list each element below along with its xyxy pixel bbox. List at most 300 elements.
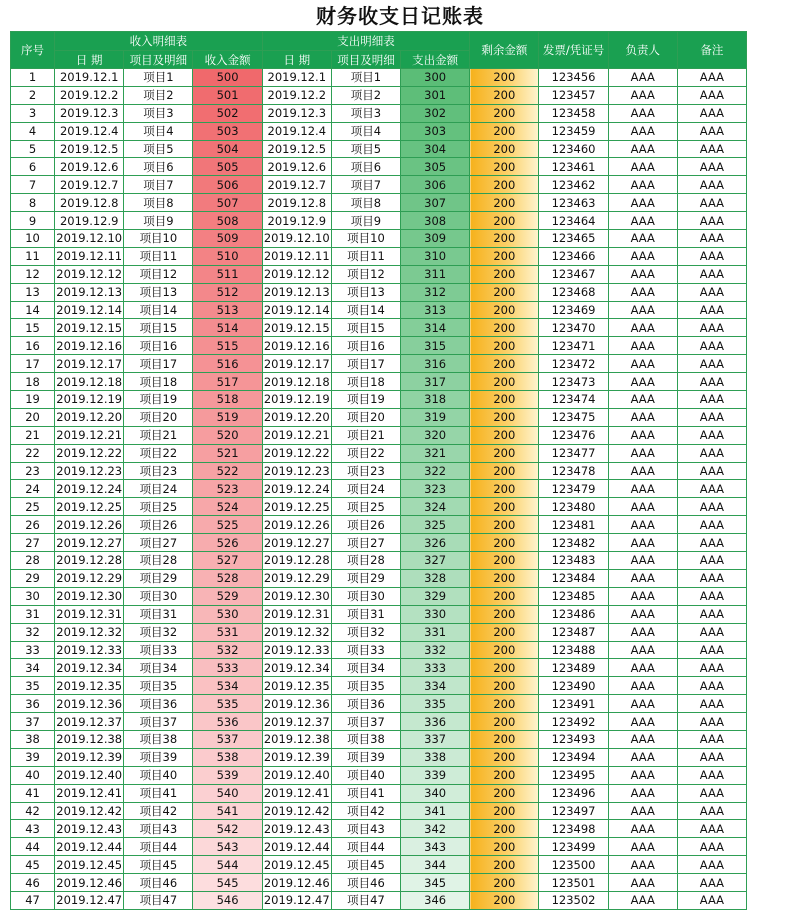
cell-income-item[interactable]: 项目9 bbox=[124, 212, 193, 230]
cell-income-amount[interactable]: 537 bbox=[193, 730, 262, 748]
cell-seq[interactable]: 37 bbox=[11, 713, 55, 731]
cell-remaining[interactable]: 200 bbox=[470, 569, 539, 587]
cell-income-amount[interactable]: 545 bbox=[193, 874, 262, 892]
cell-remaining[interactable]: 200 bbox=[470, 891, 539, 909]
cell-remaining[interactable]: 200 bbox=[470, 677, 539, 695]
cell-remaining[interactable]: 200 bbox=[470, 355, 539, 373]
cell-expense-amount[interactable]: 339 bbox=[401, 766, 470, 784]
cell-expense-date[interactable]: 2019.12.11 bbox=[263, 249, 330, 264]
cell-income-amount[interactable]: 546 bbox=[193, 891, 262, 909]
cell-income-date[interactable]: 2019.12.15 bbox=[56, 320, 123, 335]
cell-remaining[interactable]: 200 bbox=[470, 820, 539, 838]
cell-note[interactable]: AAA bbox=[677, 104, 746, 122]
cell-owner[interactable]: AAA bbox=[608, 605, 677, 623]
cell-expense-item[interactable]: 项目5 bbox=[331, 140, 400, 158]
cell-expense-date[interactable]: 2019.12.9 bbox=[262, 212, 331, 230]
cell-expense-item[interactable]: 项目42 bbox=[331, 802, 400, 820]
cell-seq[interactable]: 32 bbox=[11, 623, 55, 641]
cell-income-amount[interactable]: 538 bbox=[193, 748, 262, 766]
cell-invoice[interactable]: 123462 bbox=[539, 176, 608, 194]
cell-note[interactable]: AAA bbox=[677, 247, 746, 265]
cell-expense-item[interactable]: 项目37 bbox=[331, 713, 400, 731]
cell-expense-date[interactable]: 2019.12.16 bbox=[263, 338, 330, 353]
cell-expense-item[interactable]: 项目29 bbox=[331, 569, 400, 587]
cell-owner[interactable]: AAA bbox=[608, 856, 677, 874]
cell-invoice[interactable]: 123478 bbox=[539, 462, 608, 480]
cell-note[interactable]: AAA bbox=[677, 283, 746, 301]
cell-income-amount[interactable]: 515 bbox=[193, 337, 262, 355]
cell-income-amount[interactable]: 544 bbox=[193, 856, 262, 874]
cell-remaining[interactable]: 200 bbox=[470, 337, 539, 355]
cell-remaining[interactable]: 200 bbox=[470, 605, 539, 623]
cell-income-amount[interactable]: 511 bbox=[193, 265, 262, 283]
cell-income-date[interactable]: 2019.12.18 bbox=[56, 374, 123, 389]
cell-income-amount[interactable]: 504 bbox=[193, 140, 262, 158]
cell-note[interactable]: AAA bbox=[677, 552, 746, 570]
cell-seq[interactable]: 41 bbox=[11, 784, 55, 802]
cell-expense-amount[interactable]: 306 bbox=[401, 176, 470, 194]
cell-invoice[interactable]: 123459 bbox=[539, 122, 608, 140]
cell-income-amount[interactable]: 539 bbox=[193, 766, 262, 784]
cell-income-date[interactable]: 2019.12.2 bbox=[55, 86, 124, 104]
cell-note[interactable]: AAA bbox=[677, 194, 746, 212]
cell-income-date[interactable]: 2019.12.38 bbox=[56, 732, 123, 747]
cell-remaining[interactable]: 200 bbox=[470, 462, 539, 480]
cell-expense-date[interactable]: 2019.12.42 bbox=[263, 803, 330, 818]
cell-note[interactable]: AAA bbox=[677, 730, 746, 748]
cell-expense-amount[interactable]: 342 bbox=[401, 820, 470, 838]
cell-seq[interactable]: 38 bbox=[11, 730, 55, 748]
cell-owner[interactable]: AAA bbox=[608, 86, 677, 104]
cell-expense-date[interactable]: 2019.12.12 bbox=[263, 267, 330, 282]
cell-owner[interactable]: AAA bbox=[608, 587, 677, 605]
cell-expense-item[interactable]: 项目36 bbox=[331, 695, 400, 713]
cell-income-item[interactable]: 项目11 bbox=[124, 247, 193, 265]
cell-expense-item[interactable]: 项目22 bbox=[331, 444, 400, 462]
cell-note[interactable]: AAA bbox=[677, 337, 746, 355]
cell-note[interactable]: AAA bbox=[677, 587, 746, 605]
cell-income-amount[interactable]: 532 bbox=[193, 641, 262, 659]
cell-income-item[interactable]: 项目17 bbox=[124, 355, 193, 373]
cell-income-date[interactable]: 2019.12.17 bbox=[56, 356, 123, 371]
cell-income-item[interactable]: 项目23 bbox=[124, 462, 193, 480]
cell-income-date[interactable]: 2019.12.46 bbox=[56, 875, 123, 890]
cell-income-amount[interactable]: 528 bbox=[193, 569, 262, 587]
cell-expense-item[interactable]: 项目6 bbox=[331, 158, 400, 176]
cell-owner[interactable]: AAA bbox=[608, 713, 677, 731]
cell-expense-amount[interactable]: 308 bbox=[401, 212, 470, 230]
header-invoice[interactable]: 发票/凭证号 bbox=[539, 32, 608, 69]
cell-expense-item[interactable]: 项目40 bbox=[331, 766, 400, 784]
cell-note[interactable]: AAA bbox=[677, 319, 746, 337]
cell-owner[interactable]: AAA bbox=[608, 337, 677, 355]
cell-income-amount[interactable]: 541 bbox=[193, 802, 262, 820]
cell-invoice[interactable]: 123469 bbox=[539, 301, 608, 319]
cell-income-amount[interactable]: 510 bbox=[193, 247, 262, 265]
cell-invoice[interactable]: 123460 bbox=[539, 140, 608, 158]
cell-expense-item[interactable]: 项目11 bbox=[331, 247, 400, 265]
cell-owner[interactable]: AAA bbox=[608, 891, 677, 909]
cell-income-date[interactable]: 2019.12.8 bbox=[55, 194, 124, 212]
cell-seq[interactable]: 18 bbox=[11, 373, 55, 391]
cell-invoice[interactable]: 123500 bbox=[539, 856, 608, 874]
cell-owner[interactable]: AAA bbox=[608, 534, 677, 552]
cell-expense-item[interactable]: 项目21 bbox=[331, 426, 400, 444]
cell-invoice[interactable]: 123475 bbox=[539, 408, 608, 426]
cell-income-item[interactable]: 项目20 bbox=[124, 408, 193, 426]
cell-owner[interactable]: AAA bbox=[608, 69, 677, 87]
cell-invoice[interactable]: 123467 bbox=[539, 265, 608, 283]
cell-invoice[interactable]: 123477 bbox=[539, 444, 608, 462]
cell-income-item[interactable]: 项目13 bbox=[124, 283, 193, 301]
cell-income-item[interactable]: 项目30 bbox=[124, 587, 193, 605]
cell-remaining[interactable]: 200 bbox=[470, 69, 539, 87]
cell-expense-amount[interactable]: 318 bbox=[401, 391, 470, 409]
cell-owner[interactable]: AAA bbox=[608, 283, 677, 301]
header-income-item[interactable]: 项目及明细 bbox=[124, 51, 193, 69]
cell-owner[interactable]: AAA bbox=[608, 265, 677, 283]
cell-expense-item[interactable]: 项目41 bbox=[331, 784, 400, 802]
cell-income-date[interactable]: 2019.12.34 bbox=[56, 660, 123, 675]
cell-expense-date[interactable]: 2019.12.31 bbox=[263, 607, 330, 622]
cell-expense-amount[interactable]: 328 bbox=[401, 569, 470, 587]
cell-expense-date[interactable]: 2019.12.39 bbox=[263, 750, 330, 765]
cell-expense-amount[interactable]: 319 bbox=[401, 408, 470, 426]
cell-income-amount[interactable]: 524 bbox=[193, 498, 262, 516]
cell-income-item[interactable]: 项目15 bbox=[124, 319, 193, 337]
cell-remaining[interactable]: 200 bbox=[470, 283, 539, 301]
cell-income-date[interactable]: 2019.12.42 bbox=[56, 803, 123, 818]
cell-income-item[interactable]: 项目8 bbox=[124, 194, 193, 212]
cell-seq[interactable]: 12 bbox=[11, 265, 55, 283]
cell-expense-amount[interactable]: 320 bbox=[401, 426, 470, 444]
cell-expense-amount[interactable]: 344 bbox=[401, 856, 470, 874]
cell-note[interactable]: AAA bbox=[677, 301, 746, 319]
cell-invoice[interactable]: 123484 bbox=[539, 569, 608, 587]
cell-income-amount[interactable]: 531 bbox=[193, 623, 262, 641]
cell-seq[interactable]: 25 bbox=[11, 498, 55, 516]
cell-owner[interactable]: AAA bbox=[608, 212, 677, 230]
cell-expense-date[interactable]: 2019.12.32 bbox=[263, 625, 330, 640]
cell-income-date[interactable]: 2019.12.45 bbox=[56, 857, 123, 872]
cell-income-date[interactable]: 2019.12.19 bbox=[56, 392, 123, 407]
cell-income-amount[interactable]: 519 bbox=[193, 408, 262, 426]
cell-remaining[interactable]: 200 bbox=[470, 838, 539, 856]
cell-income-item[interactable]: 项目38 bbox=[124, 730, 193, 748]
cell-remaining[interactable]: 200 bbox=[470, 230, 539, 248]
cell-owner[interactable]: AAA bbox=[608, 695, 677, 713]
cell-note[interactable]: AAA bbox=[677, 516, 746, 534]
cell-note[interactable]: AAA bbox=[677, 122, 746, 140]
cell-invoice[interactable]: 123470 bbox=[539, 319, 608, 337]
cell-income-date[interactable]: 2019.12.6 bbox=[55, 158, 124, 176]
cell-income-date[interactable]: 2019.12.36 bbox=[56, 696, 123, 711]
cell-expense-date[interactable]: 2019.12.20 bbox=[263, 410, 330, 425]
header-expense-group[interactable]: 支出明细表 bbox=[262, 32, 470, 51]
cell-expense-item[interactable]: 项目4 bbox=[331, 122, 400, 140]
cell-income-amount[interactable]: 508 bbox=[193, 212, 262, 230]
cell-expense-amount[interactable]: 323 bbox=[401, 480, 470, 498]
cell-expense-amount[interactable]: 325 bbox=[401, 516, 470, 534]
header-owner[interactable]: 负责人 bbox=[608, 32, 677, 69]
cell-note[interactable]: AAA bbox=[677, 265, 746, 283]
cell-owner[interactable]: AAA bbox=[608, 659, 677, 677]
cell-seq[interactable]: 44 bbox=[11, 838, 55, 856]
cell-owner[interactable]: AAA bbox=[608, 355, 677, 373]
cell-note[interactable]: AAA bbox=[677, 695, 746, 713]
cell-seq[interactable]: 4 bbox=[11, 122, 55, 140]
cell-invoice[interactable]: 123457 bbox=[539, 86, 608, 104]
cell-invoice[interactable]: 123464 bbox=[539, 212, 608, 230]
cell-income-date[interactable]: 2019.12.13 bbox=[56, 285, 123, 300]
cell-owner[interactable]: AAA bbox=[608, 426, 677, 444]
cell-expense-item[interactable]: 项目2 bbox=[331, 86, 400, 104]
cell-income-item[interactable]: 项目12 bbox=[124, 265, 193, 283]
cell-note[interactable]: AAA bbox=[677, 373, 746, 391]
cell-expense-item[interactable]: 项目28 bbox=[331, 552, 400, 570]
cell-expense-date[interactable]: 2019.12.7 bbox=[262, 176, 331, 194]
cell-income-item[interactable]: 项目46 bbox=[124, 874, 193, 892]
cell-expense-date[interactable]: 2019.12.25 bbox=[263, 499, 330, 514]
cell-seq[interactable]: 47 bbox=[11, 891, 55, 909]
cell-remaining[interactable]: 200 bbox=[470, 695, 539, 713]
cell-expense-amount[interactable]: 310 bbox=[401, 247, 470, 265]
cell-note[interactable]: AAA bbox=[677, 480, 746, 498]
cell-income-date[interactable]: 2019.12.31 bbox=[56, 607, 123, 622]
cell-seq[interactable]: 2 bbox=[11, 86, 55, 104]
cell-seq[interactable]: 39 bbox=[11, 748, 55, 766]
cell-seq[interactable]: 10 bbox=[11, 230, 55, 248]
cell-expense-amount[interactable]: 330 bbox=[401, 605, 470, 623]
cell-invoice[interactable]: 123492 bbox=[539, 713, 608, 731]
cell-expense-amount[interactable]: 316 bbox=[401, 355, 470, 373]
cell-expense-date[interactable]: 2019.12.46 bbox=[263, 875, 330, 890]
cell-invoice[interactable]: 123501 bbox=[539, 874, 608, 892]
cell-expense-amount[interactable]: 313 bbox=[401, 301, 470, 319]
cell-expense-amount[interactable]: 303 bbox=[401, 122, 470, 140]
cell-note[interactable]: AAA bbox=[677, 408, 746, 426]
cell-income-item[interactable]: 项目37 bbox=[124, 713, 193, 731]
header-expense-item[interactable]: 项目及明细 bbox=[331, 51, 400, 69]
cell-income-amount[interactable]: 520 bbox=[193, 426, 262, 444]
cell-income-amount[interactable]: 529 bbox=[193, 587, 262, 605]
cell-owner[interactable]: AAA bbox=[608, 748, 677, 766]
cell-owner[interactable]: AAA bbox=[608, 516, 677, 534]
cell-income-amount[interactable]: 522 bbox=[193, 462, 262, 480]
cell-invoice[interactable]: 123498 bbox=[539, 820, 608, 838]
cell-owner[interactable]: AAA bbox=[608, 444, 677, 462]
cell-income-amount[interactable]: 526 bbox=[193, 534, 262, 552]
cell-note[interactable]: AAA bbox=[677, 498, 746, 516]
cell-income-amount[interactable]: 500 bbox=[193, 69, 262, 87]
cell-expense-amount[interactable]: 307 bbox=[401, 194, 470, 212]
cell-income-item[interactable]: 项目42 bbox=[124, 802, 193, 820]
cell-income-item[interactable]: 项目2 bbox=[124, 86, 193, 104]
cell-income-item[interactable]: 项目34 bbox=[124, 659, 193, 677]
cell-invoice[interactable]: 123479 bbox=[539, 480, 608, 498]
cell-seq[interactable]: 26 bbox=[11, 516, 55, 534]
cell-seq[interactable]: 7 bbox=[11, 176, 55, 194]
cell-expense-date[interactable]: 2019.12.44 bbox=[263, 839, 330, 854]
cell-income-amount[interactable]: 527 bbox=[193, 552, 262, 570]
cell-remaining[interactable]: 200 bbox=[470, 86, 539, 104]
cell-invoice[interactable]: 123499 bbox=[539, 838, 608, 856]
cell-income-item[interactable]: 项目22 bbox=[124, 444, 193, 462]
cell-income-date[interactable]: 2019.12.5 bbox=[55, 140, 124, 158]
cell-remaining[interactable]: 200 bbox=[470, 104, 539, 122]
cell-income-item[interactable]: 项目6 bbox=[124, 158, 193, 176]
cell-owner[interactable]: AAA bbox=[608, 802, 677, 820]
cell-income-item[interactable]: 项目3 bbox=[124, 104, 193, 122]
cell-income-amount[interactable]: 509 bbox=[193, 230, 262, 248]
cell-income-item[interactable]: 项目32 bbox=[124, 623, 193, 641]
cell-income-date[interactable]: 2019.12.25 bbox=[56, 499, 123, 514]
cell-note[interactable]: AAA bbox=[677, 838, 746, 856]
cell-expense-item[interactable]: 项目32 bbox=[331, 623, 400, 641]
cell-invoice[interactable]: 123473 bbox=[539, 373, 608, 391]
cell-owner[interactable]: AAA bbox=[608, 569, 677, 587]
cell-owner[interactable]: AAA bbox=[608, 230, 677, 248]
cell-owner[interactable]: AAA bbox=[608, 730, 677, 748]
cell-invoice[interactable]: 123496 bbox=[539, 784, 608, 802]
cell-seq[interactable]: 8 bbox=[11, 194, 55, 212]
cell-remaining[interactable]: 200 bbox=[470, 516, 539, 534]
cell-income-item[interactable]: 项目35 bbox=[124, 677, 193, 695]
cell-expense-amount[interactable]: 334 bbox=[401, 677, 470, 695]
cell-expense-date[interactable]: 2019.12.13 bbox=[263, 285, 330, 300]
cell-expense-date[interactable]: 2019.12.38 bbox=[263, 732, 330, 747]
cell-expense-item[interactable]: 项目19 bbox=[331, 391, 400, 409]
cell-expense-item[interactable]: 项目26 bbox=[331, 516, 400, 534]
cell-invoice[interactable]: 123483 bbox=[539, 552, 608, 570]
cell-expense-date[interactable]: 2019.12.21 bbox=[263, 428, 330, 443]
header-expense-amount[interactable]: 支出金额 bbox=[401, 51, 470, 69]
cell-seq[interactable]: 11 bbox=[11, 247, 55, 265]
cell-expense-amount[interactable]: 345 bbox=[401, 874, 470, 892]
cell-remaining[interactable]: 200 bbox=[470, 373, 539, 391]
cell-expense-item[interactable]: 项目30 bbox=[331, 587, 400, 605]
cell-note[interactable]: AAA bbox=[677, 212, 746, 230]
header-income-date[interactable]: 日 期 bbox=[55, 51, 124, 69]
cell-expense-date[interactable]: 2019.12.45 bbox=[263, 857, 330, 872]
cell-remaining[interactable]: 200 bbox=[470, 301, 539, 319]
cell-owner[interactable]: AAA bbox=[608, 158, 677, 176]
cell-expense-item[interactable]: 项目31 bbox=[331, 605, 400, 623]
cell-expense-date[interactable]: 2019.12.8 bbox=[262, 194, 331, 212]
cell-income-item[interactable]: 项目4 bbox=[124, 122, 193, 140]
cell-invoice[interactable]: 123472 bbox=[539, 355, 608, 373]
cell-owner[interactable]: AAA bbox=[608, 140, 677, 158]
cell-income-item[interactable]: 项目39 bbox=[124, 748, 193, 766]
cell-expense-date[interactable]: 2019.12.47 bbox=[263, 893, 330, 908]
cell-expense-date[interactable]: 2019.12.28 bbox=[263, 553, 330, 568]
cell-income-item[interactable]: 项目18 bbox=[124, 373, 193, 391]
cell-remaining[interactable]: 200 bbox=[470, 426, 539, 444]
cell-income-amount[interactable]: 530 bbox=[193, 605, 262, 623]
cell-income-item[interactable]: 项目21 bbox=[124, 426, 193, 444]
cell-expense-date[interactable]: 2019.12.23 bbox=[263, 464, 330, 479]
cell-seq[interactable]: 9 bbox=[11, 212, 55, 230]
cell-seq[interactable]: 27 bbox=[11, 534, 55, 552]
cell-income-amount[interactable]: 536 bbox=[193, 713, 262, 731]
cell-owner[interactable]: AAA bbox=[608, 641, 677, 659]
cell-note[interactable]: AAA bbox=[677, 802, 746, 820]
cell-note[interactable]: AAA bbox=[677, 605, 746, 623]
cell-expense-amount[interactable]: 327 bbox=[401, 552, 470, 570]
cell-expense-amount[interactable]: 331 bbox=[401, 623, 470, 641]
cell-seq[interactable]: 45 bbox=[11, 856, 55, 874]
cell-income-date[interactable]: 2019.12.3 bbox=[55, 104, 124, 122]
cell-expense-amount[interactable]: 333 bbox=[401, 659, 470, 677]
cell-invoice[interactable]: 123502 bbox=[539, 891, 608, 909]
cell-seq[interactable]: 34 bbox=[11, 659, 55, 677]
cell-seq[interactable]: 43 bbox=[11, 820, 55, 838]
cell-expense-date[interactable]: 2019.12.5 bbox=[262, 140, 331, 158]
cell-income-amount[interactable]: 507 bbox=[193, 194, 262, 212]
cell-seq[interactable]: 15 bbox=[11, 319, 55, 337]
cell-expense-date[interactable]: 2019.12.10 bbox=[263, 231, 330, 246]
cell-expense-amount[interactable]: 309 bbox=[401, 230, 470, 248]
cell-remaining[interactable]: 200 bbox=[470, 122, 539, 140]
cell-invoice[interactable]: 123468 bbox=[539, 283, 608, 301]
cell-expense-item[interactable]: 项目14 bbox=[331, 301, 400, 319]
cell-invoice[interactable]: 123490 bbox=[539, 677, 608, 695]
cell-expense-amount[interactable]: 337 bbox=[401, 730, 470, 748]
cell-note[interactable]: AAA bbox=[677, 874, 746, 892]
cell-income-date[interactable]: 2019.12.4 bbox=[55, 122, 124, 140]
cell-expense-item[interactable]: 项目24 bbox=[331, 480, 400, 498]
cell-income-amount[interactable]: 518 bbox=[193, 391, 262, 409]
cell-invoice[interactable]: 123488 bbox=[539, 641, 608, 659]
cell-owner[interactable]: AAA bbox=[608, 247, 677, 265]
cell-seq[interactable]: 30 bbox=[11, 587, 55, 605]
cell-note[interactable]: AAA bbox=[677, 623, 746, 641]
cell-expense-item[interactable]: 项目20 bbox=[331, 408, 400, 426]
cell-invoice[interactable]: 123491 bbox=[539, 695, 608, 713]
cell-invoice[interactable]: 123471 bbox=[539, 337, 608, 355]
cell-expense-date[interactable]: 2019.12.18 bbox=[263, 374, 330, 389]
cell-expense-amount[interactable]: 321 bbox=[401, 444, 470, 462]
cell-note[interactable]: AAA bbox=[677, 784, 746, 802]
cell-note[interactable]: AAA bbox=[677, 856, 746, 874]
cell-income-amount[interactable]: 505 bbox=[193, 158, 262, 176]
cell-remaining[interactable]: 200 bbox=[470, 480, 539, 498]
cell-remaining[interactable]: 200 bbox=[470, 265, 539, 283]
cell-owner[interactable]: AAA bbox=[608, 498, 677, 516]
cell-invoice[interactable]: 123456 bbox=[539, 69, 608, 87]
cell-remaining[interactable]: 200 bbox=[470, 623, 539, 641]
cell-expense-item[interactable]: 项目8 bbox=[331, 194, 400, 212]
cell-remaining[interactable]: 200 bbox=[470, 856, 539, 874]
cell-owner[interactable]: AAA bbox=[608, 176, 677, 194]
cell-income-item[interactable]: 项目24 bbox=[124, 480, 193, 498]
cell-income-amount[interactable]: 535 bbox=[193, 695, 262, 713]
cell-income-date[interactable]: 2019.12.27 bbox=[56, 535, 123, 550]
cell-income-date[interactable]: 2019.12.39 bbox=[56, 750, 123, 765]
cell-income-date[interactable]: 2019.12.47 bbox=[56, 893, 123, 908]
cell-expense-amount[interactable]: 346 bbox=[401, 891, 470, 909]
cell-expense-date[interactable]: 2019.12.17 bbox=[263, 356, 330, 371]
cell-income-amount[interactable]: 523 bbox=[193, 480, 262, 498]
cell-income-item[interactable]: 项目26 bbox=[124, 516, 193, 534]
cell-income-amount[interactable]: 503 bbox=[193, 122, 262, 140]
cell-invoice[interactable]: 123482 bbox=[539, 534, 608, 552]
cell-seq[interactable]: 40 bbox=[11, 766, 55, 784]
cell-note[interactable]: AAA bbox=[677, 891, 746, 909]
cell-expense-item[interactable]: 项目10 bbox=[331, 230, 400, 248]
cell-expense-item[interactable]: 项目46 bbox=[331, 874, 400, 892]
cell-seq[interactable]: 16 bbox=[11, 337, 55, 355]
